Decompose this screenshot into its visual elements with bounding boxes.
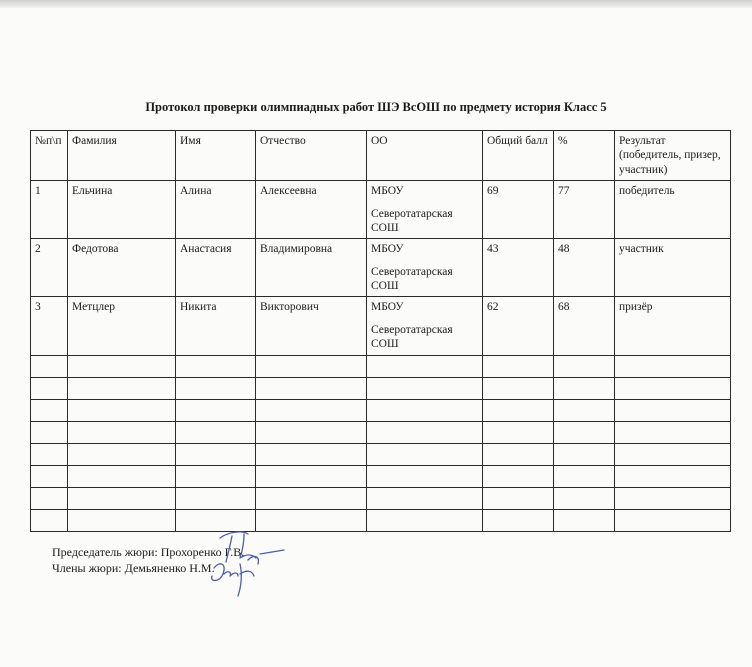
oo-type: МБОУ [371, 243, 404, 256]
header-result: Результат (победитель, призер, участник) [615, 131, 731, 181]
empty-row [31, 443, 731, 465]
empty-row [31, 377, 731, 399]
cell-total: 69 [483, 181, 554, 239]
cell-oo [367, 239, 483, 297]
cell-patronymic: Алексеевна [256, 181, 367, 239]
cell-num: 1 [31, 181, 68, 239]
cell-surname: Метцлер [68, 297, 176, 355]
cell-total: 43 [483, 239, 554, 297]
oo-school: Северотатарская СОШ [371, 323, 453, 351]
jury-chair: Председатель жюри: Прохоренко Г.В. [52, 545, 245, 559]
header-num: №п\п [31, 131, 68, 181]
table-row [31, 297, 731, 355]
empty-row [31, 421, 731, 443]
oo-type: МБОУ [371, 301, 404, 314]
cell-num: 3 [31, 297, 68, 355]
oo-school: Северотатарская СОШ [371, 265, 453, 292]
empty-row [31, 399, 731, 421]
cell-total: 62 [483, 297, 554, 355]
header-oo: ОО [367, 131, 483, 181]
empty-row [31, 509, 731, 531]
cell-surname: Ельчина [68, 181, 176, 239]
table-row [31, 181, 731, 239]
handwritten-signature [198, 524, 298, 604]
table-header-row [31, 131, 731, 181]
cell-patronymic: Владимировна [256, 239, 367, 297]
header-total: Общий балл [483, 131, 554, 181]
cell-percent: 77 [554, 181, 615, 239]
header-name: Имя [176, 131, 256, 181]
cell-name: Никита [176, 297, 256, 355]
cell-patronymic: Викторович [256, 297, 367, 355]
cell-result: победитель [615, 181, 731, 239]
empty-row [31, 355, 731, 377]
cell-percent: 48 [554, 239, 615, 297]
cell-num: 2 [31, 239, 68, 297]
table-row [31, 239, 731, 297]
results-table [30, 130, 731, 532]
cell-oo [367, 297, 483, 355]
header-surname: Фамилия [68, 131, 176, 181]
empty-row [31, 465, 731, 487]
scan-top-edge [0, 0, 752, 8]
cell-result: призёр [615, 297, 731, 355]
cell-surname: Федотова [68, 239, 176, 297]
cell-name: Алина [176, 181, 256, 239]
cell-percent: 68 [554, 297, 615, 355]
cell-name: Анастасия [176, 239, 256, 297]
jury-members: Члены жюри: Демьяненко Н.М. [52, 561, 215, 575]
header-percent: % [554, 131, 615, 181]
document-title: Протокол проверки олимпиадных работ ШЭ ВсОШ по предмету история Класс 5 [145, 100, 607, 114]
empty-row [31, 487, 731, 509]
cell-result: участник [615, 239, 731, 297]
oo-school: Северотатарская СОШ [371, 207, 453, 234]
header-patronymic: Отчество [256, 131, 367, 181]
oo-type: МБОУ [371, 185, 404, 198]
cell-oo [367, 181, 483, 239]
